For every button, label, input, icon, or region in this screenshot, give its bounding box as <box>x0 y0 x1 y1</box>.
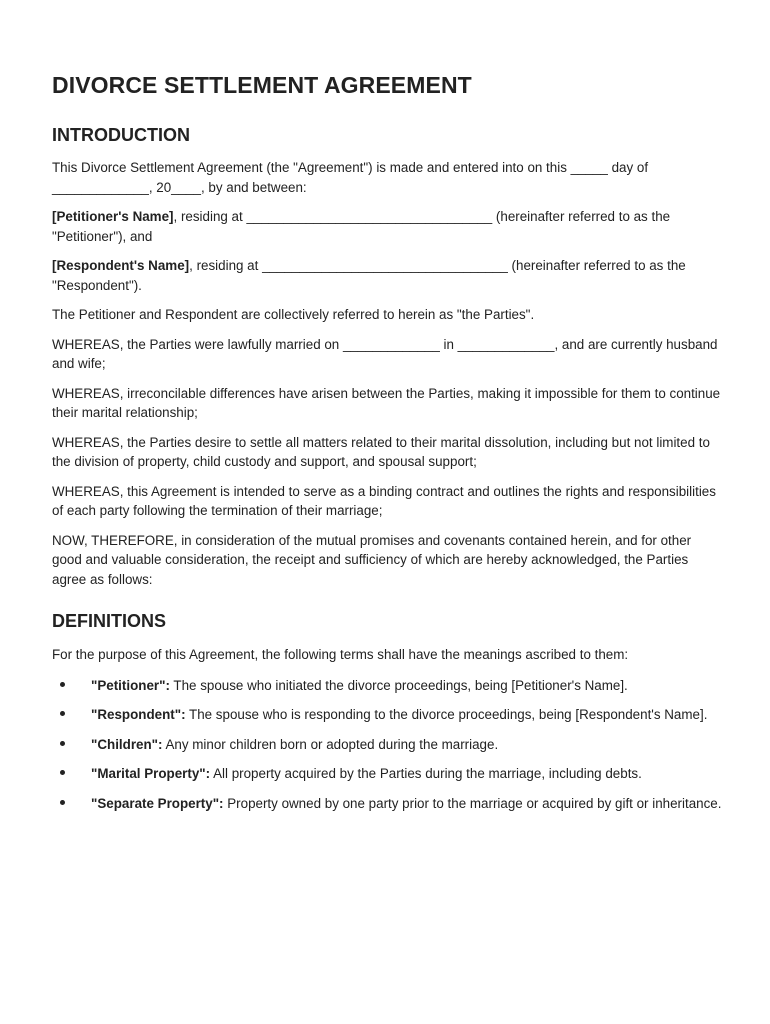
document-page <box>52 68 724 813</box>
parties-paragraph: The Petitioner and Respondent are collectively referred to herein as "the Parties". <box>52 307 535 322</box>
definition-term: "Separate Property": <box>91 795 224 811</box>
bullet-icon <box>60 682 65 687</box>
definition-text: The spouse who is responding to the divorce proceedings, being [Respondent's Name]. <box>185 707 708 722</box>
respondent-name: [Respondent's Name] <box>52 258 190 273</box>
definitions-heading: DEFINITIONS <box>52 611 167 631</box>
definition-term: "Respondent": <box>91 707 186 722</box>
bullet-icon <box>60 770 65 775</box>
bullet-icon <box>60 741 65 746</box>
definition-item-separate-property <box>52 794 724 814</box>
definition-text: Any minor children born or adopted during the marriage. <box>162 736 499 752</box>
now-therefore-paragraph: NOW, THEREFORE, in consideration of the mutual promises and covenants contained herein, and for other good and valuable consideration, the receipt and sufficiency of which are hereby acknowledged, the Parties agree as follows: <box>52 532 692 587</box>
definition-term: "Marital Property": <box>91 766 211 781</box>
respondent-text: , residing at _________________________________ (hereinafter referred to as the "Respondent"). <box>52 258 686 293</box>
definition-term: "Petitioner": <box>91 677 170 693</box>
definition-text: All property acquired by the Parties during the marriage, including debts. <box>210 766 642 781</box>
opening-paragraph: This Divorce Settlement Agreement (the "Agreement") is made and entered into on this _____ day of _____________, 20____, by and between: <box>52 160 649 195</box>
petitioner-paragraph <box>52 207 724 246</box>
definitions-intro: For the purpose of this Agreement, the following terms shall have the meanings ascribed to them: <box>52 647 629 662</box>
bullet-icon <box>60 800 65 805</box>
whereas-paragraph-4: WHEREAS, this Agreement is intended to serve as a binding contract and outlines the rights and responsibilities of each party following the termination of their marriage; <box>52 483 716 518</box>
definition-item-marital-property <box>52 764 724 784</box>
respondent-paragraph <box>52 256 724 295</box>
definition-item-children <box>52 735 724 755</box>
definition-text: The spouse who initiated the divorce proceedings, being [Petitioner's Name]. <box>169 677 628 693</box>
whereas-paragraph-1: WHEREAS, the Parties were lawfully married on _____________ in _____________, and are currently husband and wife; <box>52 336 718 371</box>
whereas-paragraph-3: WHEREAS, the Parties desire to settle all matters related to their marital dissolution, including but not limited to the division of property, child custody and support, and spousal support; <box>52 434 710 469</box>
definition-item-petitioner <box>52 676 724 696</box>
document-title: DIVORCE SETTLEMENT AGREEMENT <box>52 72 472 98</box>
definition-text: Property owned by one party prior to the marriage or acquired by gift or inheritance. <box>223 795 722 811</box>
definition-term: "Children": <box>91 736 163 752</box>
petitioner-text: , residing at _________________________________ (hereinafter referred to as the "Petitioner"), and <box>52 209 671 244</box>
petitioner-name: [Petitioner's Name] <box>52 209 174 224</box>
bullet-icon <box>60 711 65 716</box>
definition-item-respondent <box>52 705 724 725</box>
definitions-list <box>52 676 724 814</box>
introduction-heading: INTRODUCTION <box>52 125 190 145</box>
whereas-paragraph-2: WHEREAS, irreconcilable differences have arisen between the Parties, making it impossible for them to continue their marital relationship; <box>52 385 721 420</box>
